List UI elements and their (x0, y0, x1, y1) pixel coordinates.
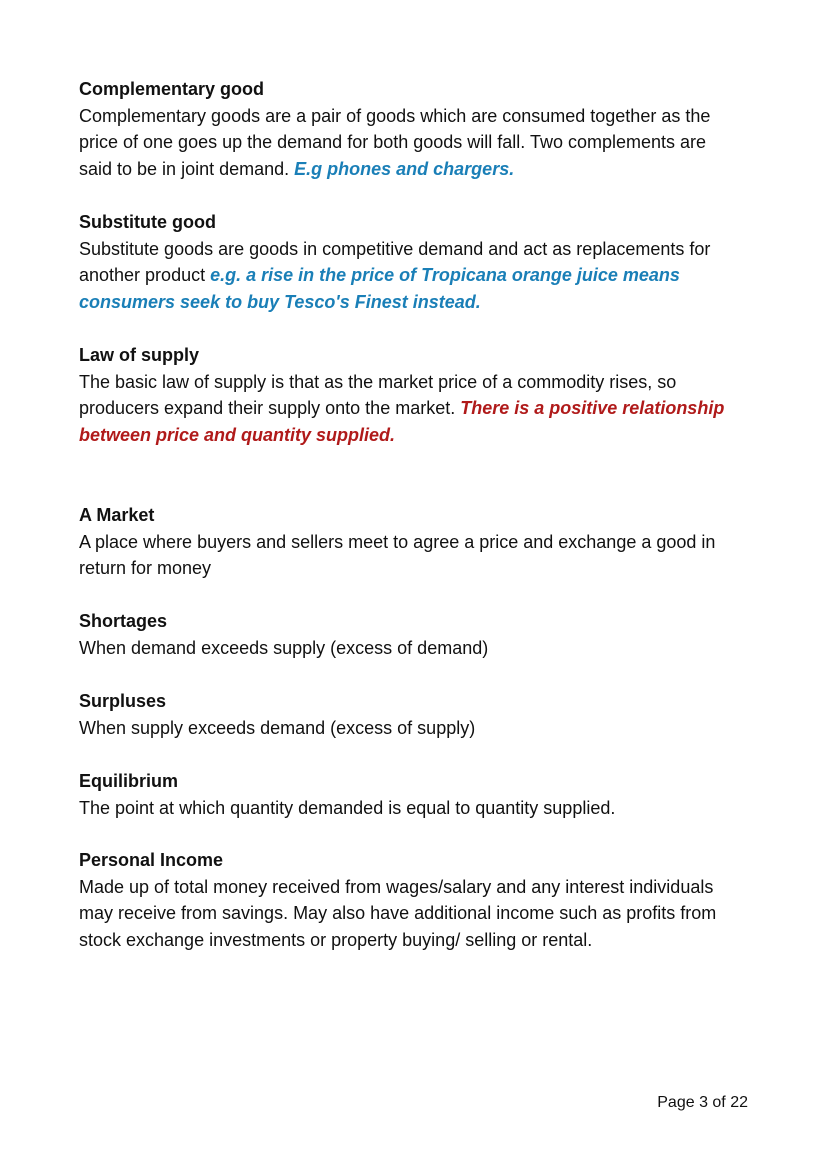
section-personal-income (79, 847, 729, 953)
section-law-of-supply (79, 342, 729, 448)
section-example: There is a positive relationship between price and quantity supplied. (79, 398, 725, 445)
section-heading: Substitute good (79, 212, 216, 232)
section-complementary-good (79, 76, 729, 182)
section-text: Made up of total money received from wages/salary and any interest individuals may receive from savings. May also have additional income such as profits from stock exchange investments or property buying/ selling or rental. (79, 876, 717, 950)
section-text: The point at which quantity demanded is equal to quantity supplied. (79, 797, 616, 818)
section-body (79, 369, 729, 449)
section-heading: Surpluses (79, 691, 167, 711)
section-substitute-good (79, 209, 729, 315)
section-text: When supply exceeds demand (excess of supply) (79, 717, 476, 738)
section-text: Substitute goods are goods in competitive demand and act as replacements for another product (79, 238, 711, 285)
section-equilibrium (79, 768, 729, 821)
section-example: e.g. a rise in the price of Tropicana orange juice means consumers seek to buy Tesco's Finest instead. (79, 265, 680, 312)
section-heading: Equilibrium (79, 771, 178, 791)
section-heading: Personal Income (79, 850, 224, 870)
section-shortages (79, 608, 729, 661)
section-heading: Shortages (79, 611, 168, 631)
section-a-market (79, 502, 729, 582)
page-number: Page 3 of 22 (657, 1094, 748, 1111)
section-text: A place where buyers and sellers meet to agree a price and exchange a good in return for money (79, 531, 716, 578)
section-heading: Law of supply (79, 345, 200, 365)
section-text: The basic law of supply is that as the market price of a commodity rises, so producers expand their supply onto the market. (79, 371, 677, 418)
section-surpluses (79, 688, 729, 741)
section-example: E.g phones and chargers. (294, 158, 515, 179)
section-heading: A Market (79, 505, 155, 525)
section-heading: Complementary good (79, 79, 265, 99)
section-body (79, 236, 729, 316)
section-body (79, 103, 729, 183)
section-text: Complementary goods are a pair of goods which are consumed together as the price of one goes up the demand for both goods will fall. Two complements are said to be in joint demand. (79, 105, 711, 179)
section-text: When demand exceeds supply (excess of demand) (79, 637, 489, 658)
